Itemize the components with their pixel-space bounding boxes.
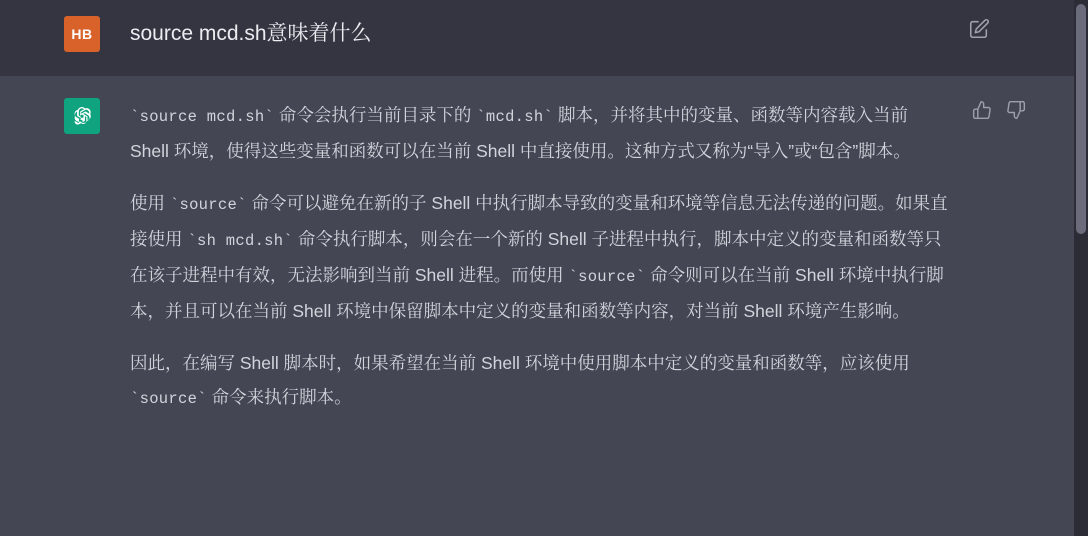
scrollbar-thumb[interactable] bbox=[1076, 4, 1086, 234]
assistant-paragraph bbox=[130, 346, 950, 416]
inline-code: `sh mcd.sh` bbox=[187, 232, 293, 250]
assistant-paragraph bbox=[130, 98, 950, 168]
paragraph-text: 命令来执行脚本。 bbox=[206, 387, 352, 407]
paragraph-text: 因此，在编写 Shell 脚本时，如果希望在当前 Shell 环境中使用脚本中定义的变量和函数等，应该使用 bbox=[130, 353, 910, 373]
inline-code: `mcd.sh` bbox=[476, 108, 554, 126]
inline-code: `source` bbox=[169, 196, 247, 214]
thumbs-up-icon[interactable] bbox=[972, 100, 992, 120]
assistant-paragraph bbox=[130, 186, 950, 328]
paragraph-text: 命令会执行当前目录下的 bbox=[274, 105, 477, 125]
edit-message-button[interactable] bbox=[968, 18, 990, 40]
assistant-message-text bbox=[130, 98, 950, 416]
avatar-initials: HB bbox=[71, 26, 93, 42]
inline-code: `source` bbox=[130, 390, 207, 408]
message-actions bbox=[972, 100, 1026, 120]
paragraph-text: 命令执行脚本，则会在一个新的 Shell 子进程中执行，脚本中定义的变量和函数等只在该子进程中有效，无法影响到当前 Shell 进程。而使用 bbox=[130, 229, 942, 285]
paragraph-text: 使用 bbox=[130, 193, 170, 213]
avatar-assistant bbox=[64, 98, 100, 134]
inline-code: `source` bbox=[568, 268, 646, 286]
assistant-message-row bbox=[0, 76, 1088, 536]
inline-code: `source mcd.sh` bbox=[130, 108, 275, 126]
paragraph-text: 命令可以避免在新的子 Shell 中执行脚本导致的变量和环境等信息无法传递的问题。如果直接使用 bbox=[130, 193, 948, 249]
avatar-user bbox=[64, 16, 100, 52]
paragraph-text: 脚本，并将其中的变量、函数等内容载入当前 Shell 环境，使得这些变量和函数可以在当前 Shell 中直接使用。这种方式又称为“导入”或“包含”脚本。 bbox=[130, 105, 911, 161]
openai-logo-icon bbox=[71, 105, 93, 127]
scrollbar-track[interactable] bbox=[1074, 0, 1088, 536]
user-message-row bbox=[0, 0, 1088, 76]
user-message-text: source mcd.sh意味着什么 bbox=[130, 22, 372, 45]
paragraph-text: 命令则可以在当前 Shell 环境中执行脚本，并且可以在当前 Shell 环境中保留脚本中定义的变量和函数等内容，对当前 Shell 环境产生影响。 bbox=[130, 265, 944, 321]
thumbs-down-icon[interactable] bbox=[1006, 100, 1026, 120]
